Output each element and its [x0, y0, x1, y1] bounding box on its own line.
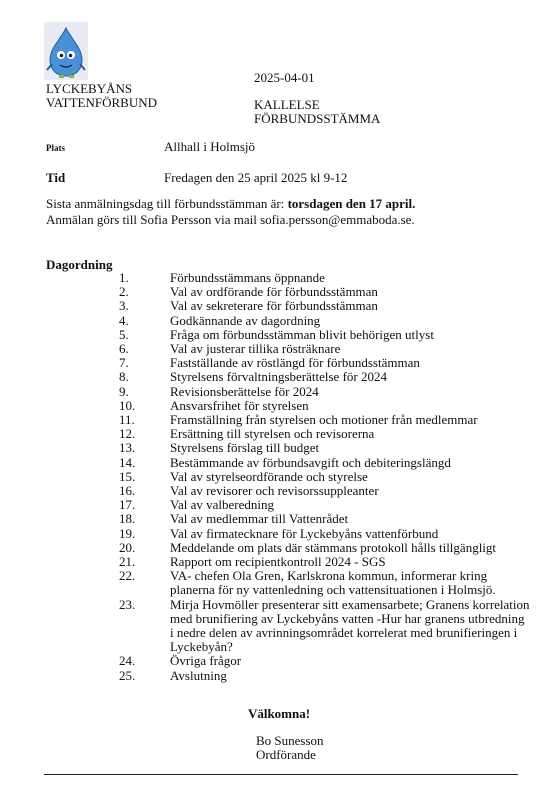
agenda-item-text: Avslutning — [170, 667, 227, 683]
agenda-item — [0, 356, 558, 370]
agenda-item — [0, 527, 558, 541]
agenda-item — [0, 669, 558, 683]
title-line-2: FÖRBUNDSSTÄMMA — [254, 111, 381, 126]
agenda-item-text: Val av medlemmar till Vattenrådet — [170, 511, 349, 527]
agenda-item-number: 25. — [119, 667, 136, 683]
plats-label: Plats — [46, 143, 65, 153]
agenda-item-number: 17. — [119, 497, 136, 513]
organization-name — [46, 82, 157, 110]
agenda-item-text: Ersättning till styrelsen och revisorerna — [170, 426, 375, 442]
agenda-item — [0, 569, 558, 597]
agenda-list — [0, 271, 558, 683]
agenda-item-number: 15. — [119, 468, 136, 484]
document-date: 2025-04-01 — [254, 70, 315, 85]
agenda-item-number: 8. — [119, 369, 129, 385]
agenda-item-number: 23. — [119, 596, 136, 612]
agenda-item — [0, 385, 558, 399]
agenda-item — [0, 456, 558, 470]
title-line-1: KALLELSE — [254, 97, 320, 112]
agenda-item-text: Ansvarsfrihet för styrelsen — [170, 397, 309, 413]
agenda-item — [0, 441, 558, 455]
plats-value: Allhall i Holmsjö — [164, 139, 255, 154]
registration-deadline — [46, 196, 415, 212]
agenda-item-text: Val av firmatecknare för Lyckebyåns vattenförbund — [170, 525, 439, 541]
footer-divider — [44, 774, 518, 775]
agenda-item-text: Styrelsens förslag till budget — [170, 440, 320, 456]
agenda-item-number: 6. — [119, 341, 129, 357]
agenda-item-text: Val av justerar tillika rösträknare — [170, 341, 341, 357]
agenda-item-number: 1. — [119, 270, 129, 285]
signer-role: Ordförande — [256, 747, 316, 762]
agenda-item — [0, 427, 558, 441]
agenda-item-number: 3. — [119, 298, 129, 314]
agenda-item-number: 18. — [119, 511, 136, 527]
agenda-item-number: 12. — [119, 426, 136, 442]
agenda-item-text: VA- chefen Ola Gren, Karlskrona kommun, informerar kring planerna för ny vattenledning och vattensituationen i Holmsjö. — [170, 568, 496, 598]
agenda-item — [0, 470, 558, 484]
water-drop-mascot-icon — [44, 22, 88, 80]
org-line-1: LYCKEBYÅNS — [46, 81, 133, 96]
agenda-item-text: Val av ordförande för förbundsstämman — [170, 284, 378, 300]
agenda-item-text: Val av revisorer och revisorssuppleanter — [170, 483, 379, 499]
agenda-item-text: Fastställande av röstlängd för förbundsstämman — [170, 355, 420, 371]
registration-contact: Anmälan görs till Sofia Persson via mail sofia.persson@emmaboda.se. — [46, 212, 415, 227]
tid-value: Fredagen den 25 april 2025 kl 9-12 — [164, 170, 348, 185]
agenda-item — [0, 328, 558, 342]
agenda-item-number: 9. — [119, 383, 129, 399]
agenda-item — [0, 654, 558, 668]
agenda-item-number: 13. — [119, 440, 136, 456]
agenda-item — [0, 498, 558, 512]
agenda-item — [0, 399, 558, 413]
agenda-item-number: 14. — [119, 454, 136, 470]
agenda-item — [0, 285, 558, 299]
tid-label: Tid — [46, 170, 66, 185]
agenda-item — [0, 541, 558, 555]
agenda-item — [0, 342, 558, 356]
agenda-item-text: Meddelande om plats där stämmans protokoll hålls tillgängligt — [170, 539, 497, 555]
agenda-item-number: 21. — [119, 554, 136, 570]
agenda-item-number: 19. — [119, 525, 136, 541]
agenda-item — [0, 598, 558, 655]
registration-deadline-date: torsdagen den 17 april. — [287, 196, 416, 211]
agenda-item-text: Val av valberedning — [170, 497, 274, 513]
agenda-item-text: Val av styrelseordförande och styrelse — [170, 468, 368, 484]
agenda-item-number: 22. — [119, 568, 136, 584]
agenda-item-text: Val av sekreterare för förbundsstämman — [170, 298, 378, 314]
document-title — [254, 98, 380, 126]
agenda-item — [0, 555, 558, 569]
agenda-item-text: Framställning från styrelsen och motioner från medlemmar — [170, 412, 478, 428]
agenda-item-text: Bestämmande av förbundsavgift och debiteringslängd — [170, 454, 451, 470]
signer-name: Bo Sunesson — [256, 733, 324, 748]
agenda-item-text: Rapport om recipientkontroll 2024 - SGS — [170, 554, 386, 570]
agenda-item-number: 24. — [119, 653, 136, 669]
agenda-item-number: 2. — [119, 284, 129, 300]
agenda-item-text: Godkännande av dagordning — [170, 312, 321, 328]
agenda-item-text: Fråga om förbundsstämman blivit behörigen utlyst — [170, 326, 434, 342]
agenda-item-text: Övriga frågor — [170, 653, 242, 669]
agenda-item — [0, 484, 558, 498]
agenda-item — [0, 299, 558, 313]
agenda-item — [0, 413, 558, 427]
agenda-item — [0, 314, 558, 328]
agenda-item-text: Förbundsstämmans öppnande — [170, 270, 325, 285]
agenda-item-number: 10. — [119, 397, 136, 413]
welcome-text: Välkomna! — [247, 706, 311, 721]
agenda-item-number: 7. — [119, 355, 129, 371]
agenda-item-number: 4. — [119, 312, 129, 328]
agenda-item — [0, 370, 558, 384]
agenda-item-text: Revisionsberättelse för 2024 — [170, 383, 319, 399]
agenda-item-text: Styrelsens förvaltningsberättelse för 2024 — [170, 369, 387, 385]
agenda-item-number: 20. — [119, 539, 136, 555]
registration-deadline-text: Sista anmälningsdag till förbundsstämman är: — [46, 196, 288, 211]
agenda-item-number: 5. — [119, 326, 129, 342]
org-line-2: VATTENFÖRBUND — [46, 95, 157, 110]
agenda-heading: Dagordning — [46, 257, 113, 272]
agenda-item-text: Mirja Hovmöller presenterar sitt examensarbete; Granens korrelation med brunifiering av Lyckebyåns vatten -Hur har granens utbredning i nedre delen av avrinningsområdet korrelerat med brunifieringen i Lyckebyån? — [170, 596, 530, 655]
agenda-item-number: 11. — [119, 412, 135, 428]
agenda-item — [0, 271, 558, 285]
agenda-item-number: 16. — [119, 483, 136, 499]
agenda-item — [0, 512, 558, 526]
